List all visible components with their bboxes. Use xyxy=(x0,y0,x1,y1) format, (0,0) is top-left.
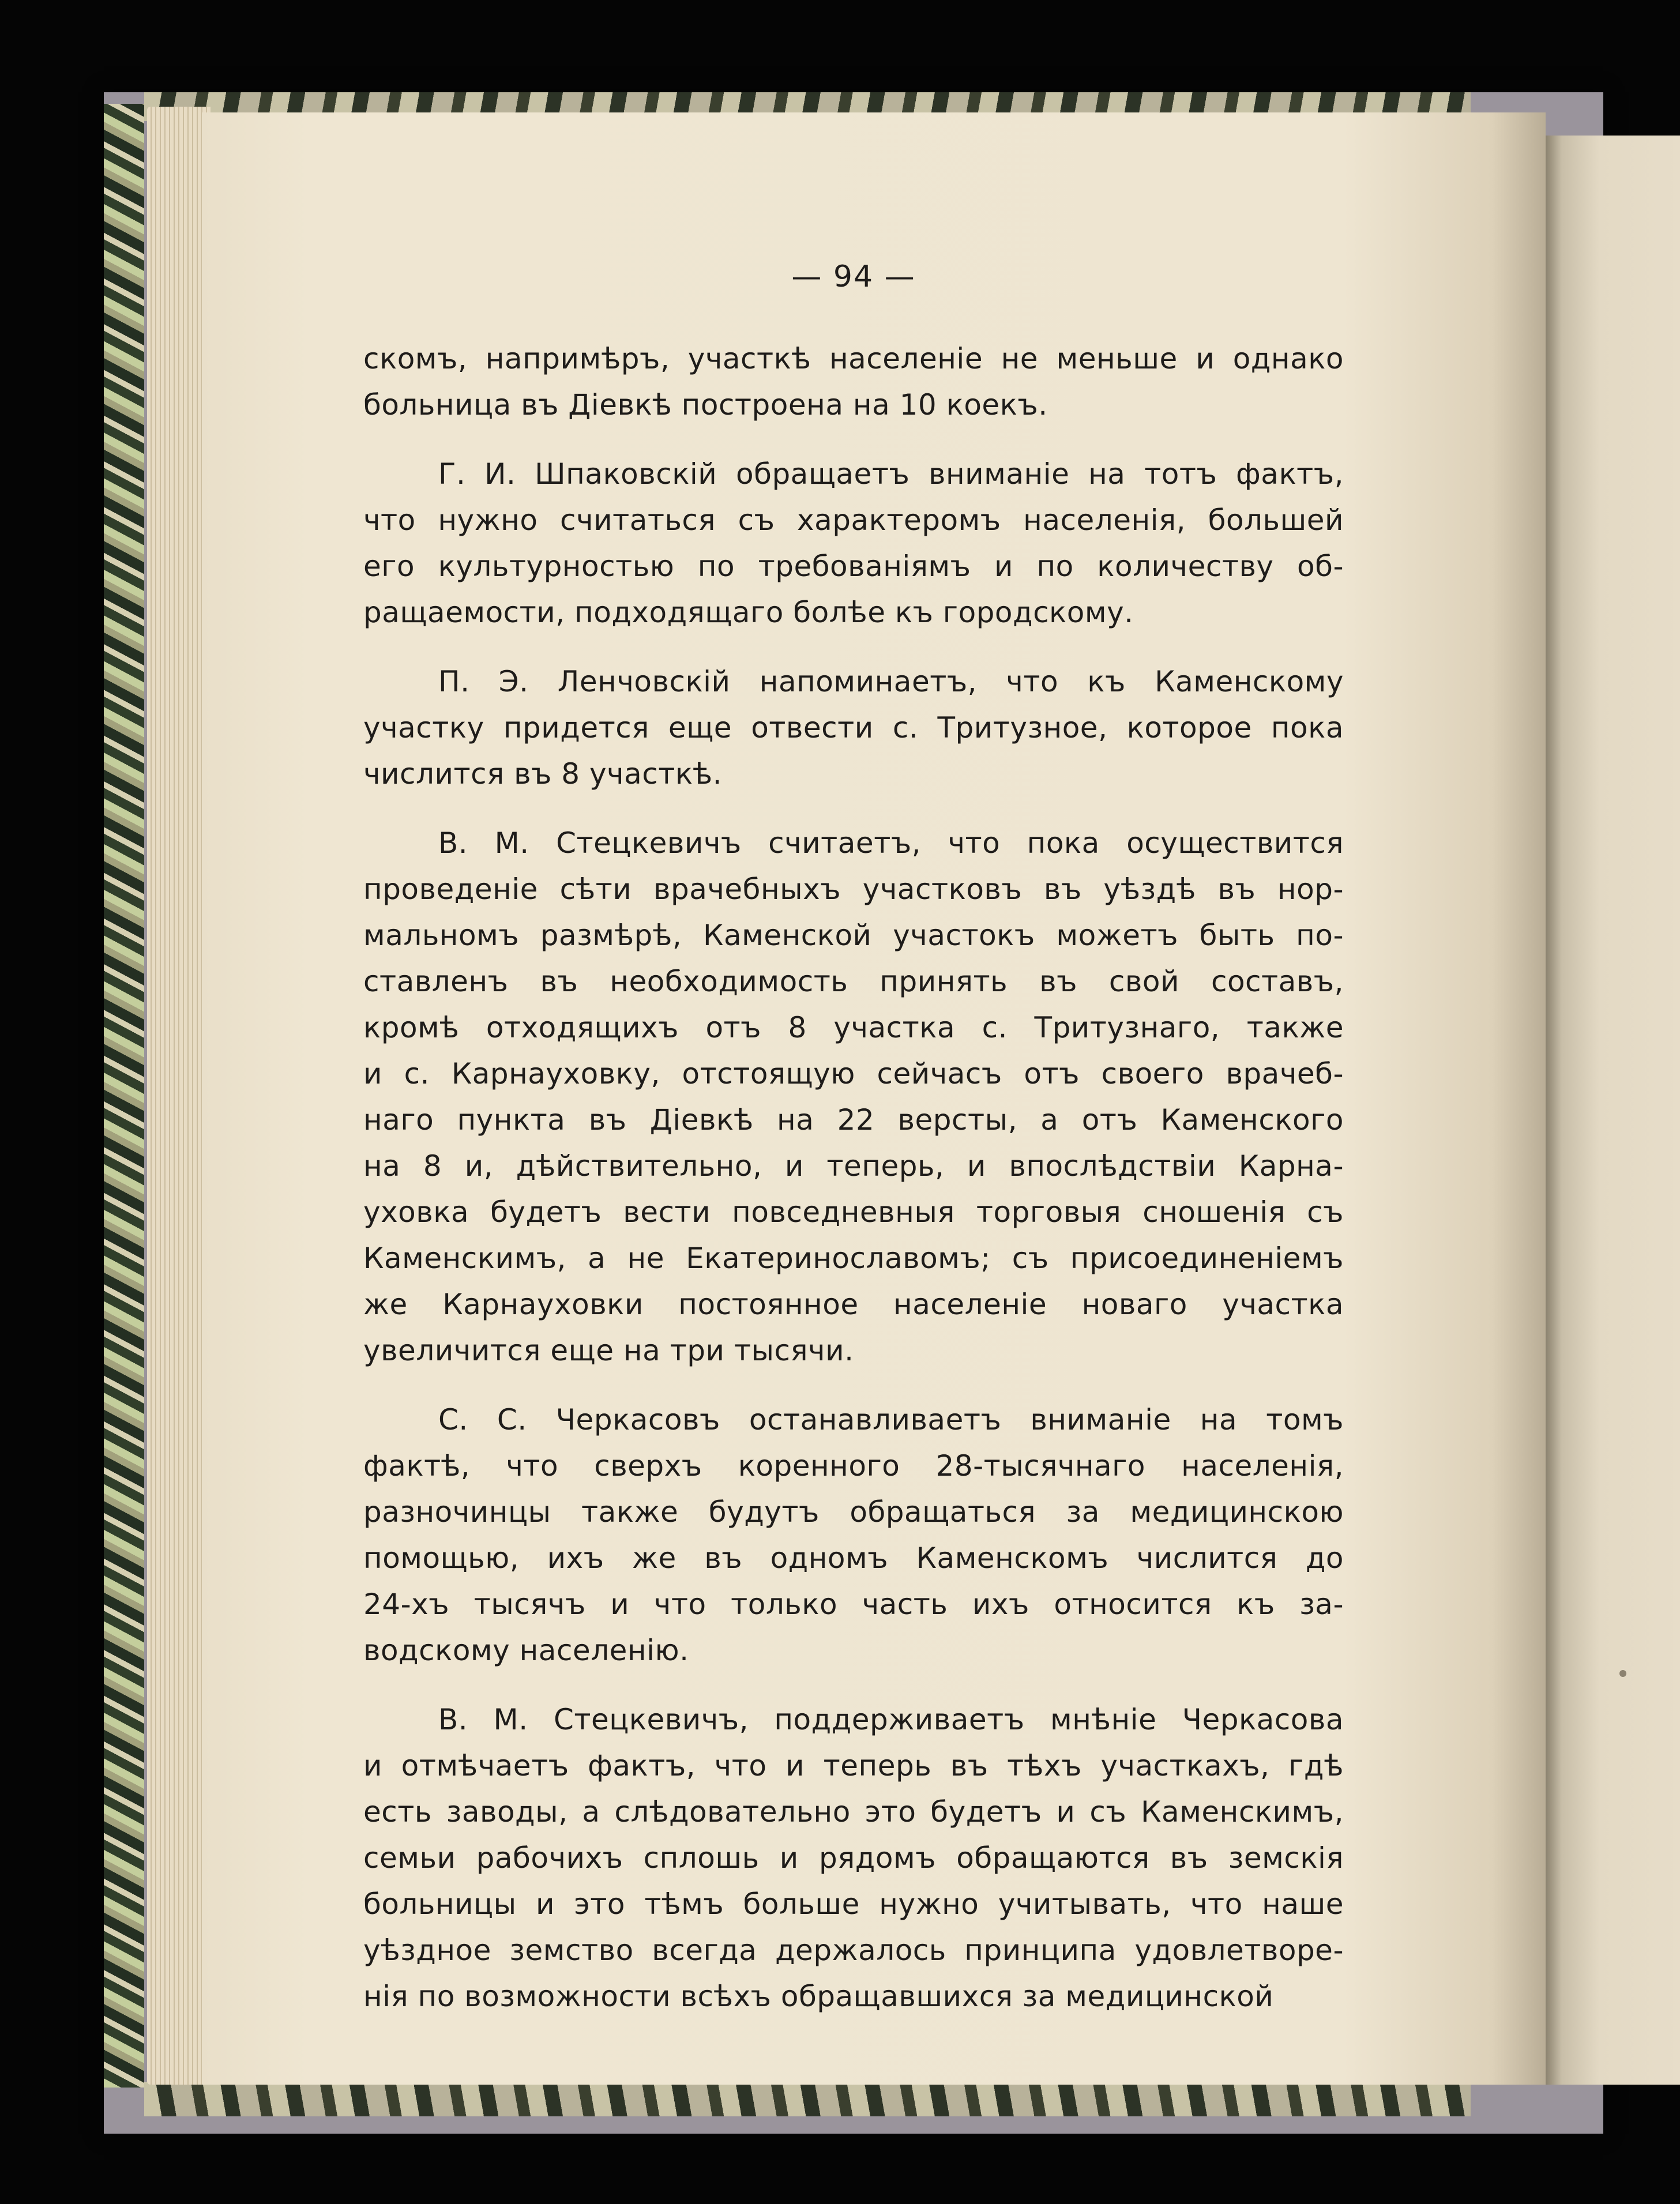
text-line: семьи рабочихъ сплошь и рядомъ обращаются въ земскія xyxy=(363,1841,1344,1875)
paragraph xyxy=(363,451,1344,635)
text-line: С. С. Черкасовъ останавливаетъ вниманіе на томъ xyxy=(438,1403,1344,1436)
facing-page xyxy=(1546,136,1680,2085)
text-line: помощью, ихъ же въ одномъ Каменскомъ числится до xyxy=(363,1541,1344,1575)
text-line: мальномъ размѣрѣ, Каменской участокъ можетъ быть по- xyxy=(363,919,1344,952)
text-line: уховка будетъ вести повседневныя торговыя сношенія съ xyxy=(363,1195,1344,1229)
text-line: нія по возможности всѣхъ обращавшихся за медицинской xyxy=(363,1980,1274,2013)
paragraph xyxy=(363,336,1344,428)
text-line: его культурностью по требованіямъ и по количеству об- xyxy=(363,550,1344,583)
page-edges xyxy=(147,107,211,2085)
paragraphs xyxy=(363,336,1344,2019)
text-line: что нужно считаться съ характеромъ населенія, большей xyxy=(363,503,1344,537)
text-line: Г. И. Шпаковскій обращаетъ вниманіе на тотъ фактъ, xyxy=(438,457,1344,491)
text-line: же Карнауховки постоянное населеніе новаго участка xyxy=(363,1288,1344,1321)
text-line: водскому населенію. xyxy=(363,1634,689,1667)
text-line: есть заводы, а слѣдовательно это будетъ и съ Каменскимъ, xyxy=(363,1795,1344,1829)
text-line: скомъ, напримѣръ, участкѣ населеніе не меньше и однако xyxy=(363,342,1344,375)
text-line: увеличится еще на три тысячи. xyxy=(363,1334,854,1367)
text-line: кромѣ отходящихъ отъ 8 участка с. Тритузнаго, также xyxy=(363,1011,1344,1044)
text-line: П. Э. Ленчовскій напоминаетъ, что къ Каменскому xyxy=(438,665,1344,698)
paragraph xyxy=(363,1697,1344,2019)
paragraph xyxy=(363,820,1344,1374)
page-number: — 94 — xyxy=(791,259,916,294)
text-line: и с. Карнауховку, отстоящую сейчасъ отъ своего врачеб- xyxy=(363,1057,1344,1090)
text-line: участку придется еще отвести с. Тритузное, которое пока xyxy=(363,711,1344,744)
text-line: проведеніе сѣти врачебныхъ участковъ въ уѣздѣ въ нор- xyxy=(363,872,1344,906)
text-line: наго пункта въ Діевкѣ на 22 версты, а отъ Каменского xyxy=(363,1103,1344,1137)
text-line: В. М. Стецкевичъ, поддерживаетъ мнѣніе Черкасова xyxy=(438,1703,1344,1736)
text-line: больница въ Діевкѣ построена на 10 коекъ. xyxy=(363,388,1048,422)
text-line: и отмѣчаетъ фактъ, что и теперь въ тѣхъ участкахъ, гдѣ xyxy=(363,1749,1344,1782)
paragraph xyxy=(363,1397,1344,1673)
text-line: разночинцы также будутъ обращаться за медицинскою xyxy=(363,1495,1344,1529)
text-line: фактѣ, что сверхъ коренного 28-тысячнаго населенія, xyxy=(363,1449,1344,1483)
text-line: уѣздное земство всегда держалось принципа удовлетворе- xyxy=(363,1934,1344,1967)
text-line: ращаемости, подходящаго болѣе къ городскому. xyxy=(363,596,1134,629)
facing-page-mark xyxy=(1619,1670,1626,1677)
text-line: числится въ 8 участкѣ. xyxy=(363,757,723,791)
text-line: Каменскимъ, а не Екатеринославомъ; съ присоединеніемъ xyxy=(363,1242,1344,1275)
text-line: 24-хъ тысячъ и что только часть ихъ относится къ за- xyxy=(363,1588,1344,1621)
text-line: на 8 и, дѣйствительно, и теперь, и впослѣдствіи Карна- xyxy=(363,1149,1344,1183)
paragraph xyxy=(363,659,1344,797)
text-line: В. М. Стецкевичъ считаетъ, что пока осуществится xyxy=(438,826,1344,860)
page-text xyxy=(363,254,1344,2043)
text-line: больницы и это тѣмъ больше нужно учитывать, что наше xyxy=(363,1887,1344,1921)
text-line: ставленъ въ необходимость принять въ свой составъ, xyxy=(363,965,1344,998)
marbled-edge-bottom xyxy=(144,2082,1471,2116)
marbled-edge-left xyxy=(104,104,144,2088)
